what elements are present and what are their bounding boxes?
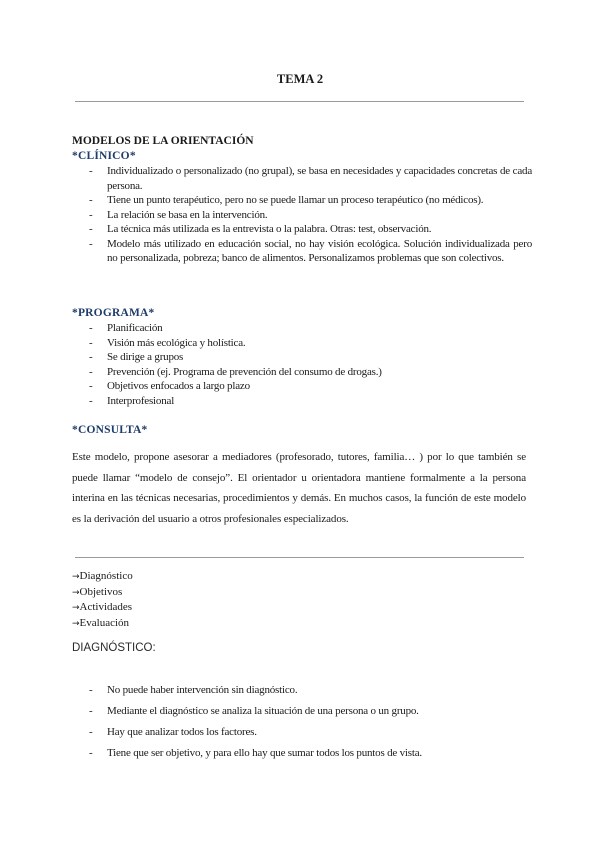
divider-top <box>75 101 524 102</box>
arrow-right-icon: → <box>72 572 80 582</box>
list-item: - Se dirige a grupos <box>89 351 184 363</box>
arrow-right-icon: → <box>72 587 80 598</box>
step-item: →Actividades <box>72 601 133 613</box>
page-title: TEMA 2 <box>276 72 324 86</box>
arrow-right-icon: → <box>72 603 80 613</box>
list-item: - Tiene un punto terapéutico, pero no se puede llamar un proceso terapéutico (no médicos). <box>89 194 484 206</box>
list-item: - Mediante el diagnóstico se analiza la situación de una persona o un grupo. <box>89 705 419 717</box>
list-item: - No puede haber intervención sin diagnóstico. <box>89 684 298 696</box>
models-heading: MODELOS DE LA ORIENTACIÓN <box>72 135 254 147</box>
clinico-list <box>72 164 532 266</box>
list-item: - La técnica más utilizada es la entrevista o la palabra. Otras: test, observación. <box>89 223 432 235</box>
step-item: →Evaluación <box>72 616 130 629</box>
divider-middle <box>75 557 524 558</box>
list-item: - Interprofesional <box>89 394 175 407</box>
steps-list <box>72 569 532 631</box>
programa-list <box>72 321 532 408</box>
diagnostico-heading: DIAGNÓSTICO: <box>72 642 156 654</box>
list-item: - Objetivos enfocados a largo plazo <box>89 380 250 392</box>
list-item: - Visión más ecológica y holística. <box>89 336 246 349</box>
list-item: - Hay que analizar todos los factores. <box>89 726 257 738</box>
step-item: →Diagnóstico <box>72 570 133 582</box>
list-item: - La relación se basa en la intervención. <box>89 208 268 221</box>
arrow-right-icon: → <box>72 618 80 629</box>
clinico-heading: *CLÍNICO* <box>72 150 136 162</box>
list-item: - Tiene que ser objetivo, y para ello hay que sumar todos los puntos de vista. <box>89 747 422 759</box>
programa-heading: *PROGRAMA* <box>72 307 155 319</box>
list-item: - Planificación <box>89 322 163 334</box>
consulta-heading: *CONSULTA* <box>72 424 148 436</box>
list-item: - Prevención (ej. Programa de prevención del consumo de drogas.) <box>89 365 382 378</box>
list-item: - Individualizado o personalizado (no grupal), se basa en necesidades y capacidades concretas de cada persona. <box>89 165 532 192</box>
list-item: - Modelo más utilizado en educación social, no hay visión ecológica. Solución individualizada pero no personalizada, pobreza; banco de alimentos. Personalizamos problemas que son colectivos. <box>89 237 532 264</box>
consulta-paragraph: Este modelo, propone asesorar a mediadores (profesorado, tutores, familia… ) por lo que también se puede llamar “modelo de consejo”. El orientador u orientadora mantiene formalmente a la persona interina en las técnicas necesarias, procedimientos y demás. En muchos casos, la función de este modelo es la derivación del usuario a otros profesionales especializados. <box>72 451 526 525</box>
diagnostico-list <box>72 680 532 764</box>
step-item: →Objetivos <box>72 585 123 598</box>
